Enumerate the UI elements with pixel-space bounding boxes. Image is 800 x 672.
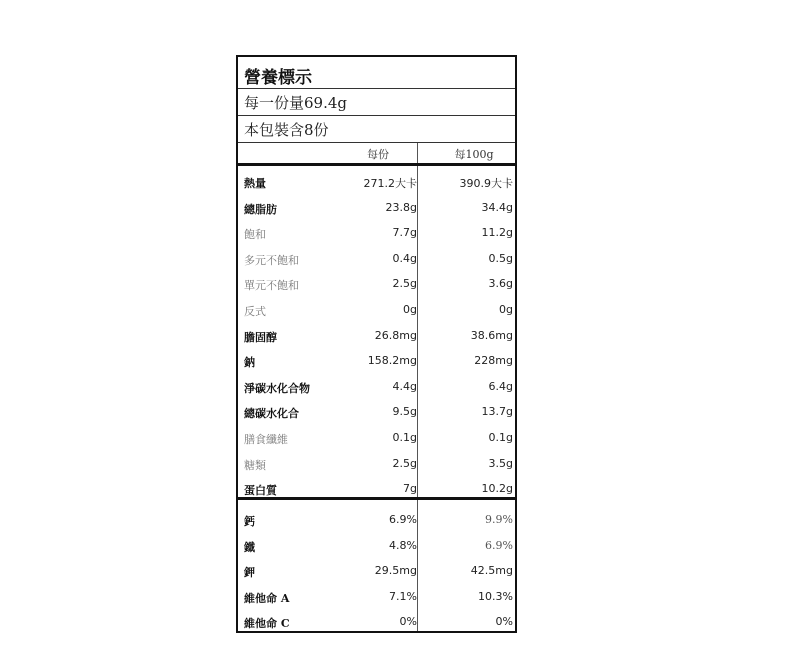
value-per-serving: 0g	[403, 303, 417, 316]
table-row	[238, 401, 515, 427]
column-header-per-100g: 每100g	[454, 148, 494, 161]
nutrient-name: 單元不飽和	[244, 279, 299, 293]
value-per-100g: 13.7g	[481, 405, 513, 419]
table-row	[238, 611, 515, 637]
value-per-100g: 42.5mg	[470, 564, 513, 578]
nutrient-name: 熱量	[244, 177, 266, 190]
value-per-serving: 26.8mg	[374, 328, 417, 342]
table-row	[238, 248, 515, 274]
nutrient-name: 淨碳水化合物	[244, 381, 310, 395]
table-row	[238, 222, 515, 248]
servings-per-package: 本包裝含8份	[244, 121, 329, 139]
table-row	[238, 453, 515, 479]
value-per-100g: 3.5g	[488, 456, 513, 470]
value-per-serving: 29.5mg	[374, 564, 417, 578]
table-row	[238, 376, 515, 402]
nutrient-name: 蛋白質	[244, 484, 277, 498]
label-title: 營養標示	[244, 68, 312, 88]
table-row	[238, 325, 515, 351]
value-per-serving: 158.2mg	[367, 354, 417, 368]
table-row	[238, 427, 515, 453]
value-per-100g: 3.6g	[488, 277, 513, 291]
table-row	[238, 509, 515, 535]
value-per-100g: 390.9大卡	[459, 177, 513, 190]
nutrient-name: 鈉	[244, 356, 255, 370]
nutrient-name: 多元不飽和	[244, 253, 299, 267]
divider	[238, 142, 515, 143]
divider	[238, 88, 515, 89]
value-per-100g: 34.4g	[481, 200, 513, 214]
nutrient-name: 反式	[244, 305, 266, 318]
value-per-serving: 271.2大卡	[363, 177, 417, 190]
value-per-100g: 228mg	[474, 354, 513, 368]
value-per-100g: 9.9%	[485, 513, 513, 526]
value-per-serving: 2.5g	[392, 456, 417, 470]
value-per-serving: 4.4g	[392, 379, 417, 393]
table-row	[238, 197, 515, 223]
value-per-serving: 7.7g	[392, 226, 417, 240]
value-per-100g: 6.4g	[488, 379, 513, 393]
table-row	[238, 171, 515, 197]
table-row	[238, 350, 515, 376]
nutrient-name: 總脂肪	[244, 202, 277, 216]
value-per-serving: 0%	[399, 615, 417, 629]
value-per-100g: 0.1g	[488, 431, 513, 444]
nutrient-name: 維他命 A	[244, 591, 290, 605]
table-row	[238, 478, 515, 504]
value-per-serving: 0.4g	[392, 251, 417, 265]
value-per-100g: 0g	[499, 303, 513, 316]
value-per-100g: 6.9%	[485, 538, 513, 552]
table-row	[238, 535, 515, 561]
value-per-serving: 0.1g	[392, 431, 417, 444]
nutrient-name: 鉀	[244, 566, 255, 580]
value-per-serving: 23.8g	[385, 200, 417, 214]
value-per-serving: 7g	[403, 482, 417, 496]
serving-size: 每一份量69.4g	[244, 94, 348, 112]
nutrient-name: 總碳水化合	[244, 407, 299, 421]
divider	[238, 115, 515, 116]
nutrition-label	[236, 55, 517, 633]
value-per-serving: 9.5g	[392, 405, 417, 419]
table-row	[238, 273, 515, 299]
value-per-serving: 2.5g	[392, 277, 417, 291]
value-per-serving: 6.9%	[389, 513, 417, 526]
value-per-100g: 0%	[495, 615, 513, 629]
column-header-per-serving: 每份	[367, 148, 389, 161]
value-per-serving: 4.8%	[389, 538, 417, 552]
table-row	[238, 299, 515, 325]
table-row	[238, 586, 515, 612]
nutrient-name: 膽固醇	[244, 330, 277, 344]
value-per-100g: 11.2g	[481, 226, 513, 240]
header-divider	[238, 163, 515, 166]
nutrient-name: 鈣	[244, 515, 255, 528]
section-divider	[238, 497, 515, 500]
nutrient-name: 膳食纖維	[244, 433, 288, 446]
value-per-serving: 7.1%	[389, 589, 417, 603]
nutrient-name: 飽和	[244, 228, 266, 242]
value-per-100g: 38.6mg	[470, 328, 513, 342]
nutrient-name: 鐵	[244, 540, 255, 554]
nutrient-name: 糖類	[244, 458, 266, 472]
value-per-100g: 10.3%	[478, 589, 513, 603]
nutrient-name: 維他命 C	[244, 617, 290, 631]
table-row	[238, 560, 515, 586]
value-per-100g: 10.2g	[481, 482, 513, 496]
value-per-100g: 0.5g	[488, 251, 513, 265]
